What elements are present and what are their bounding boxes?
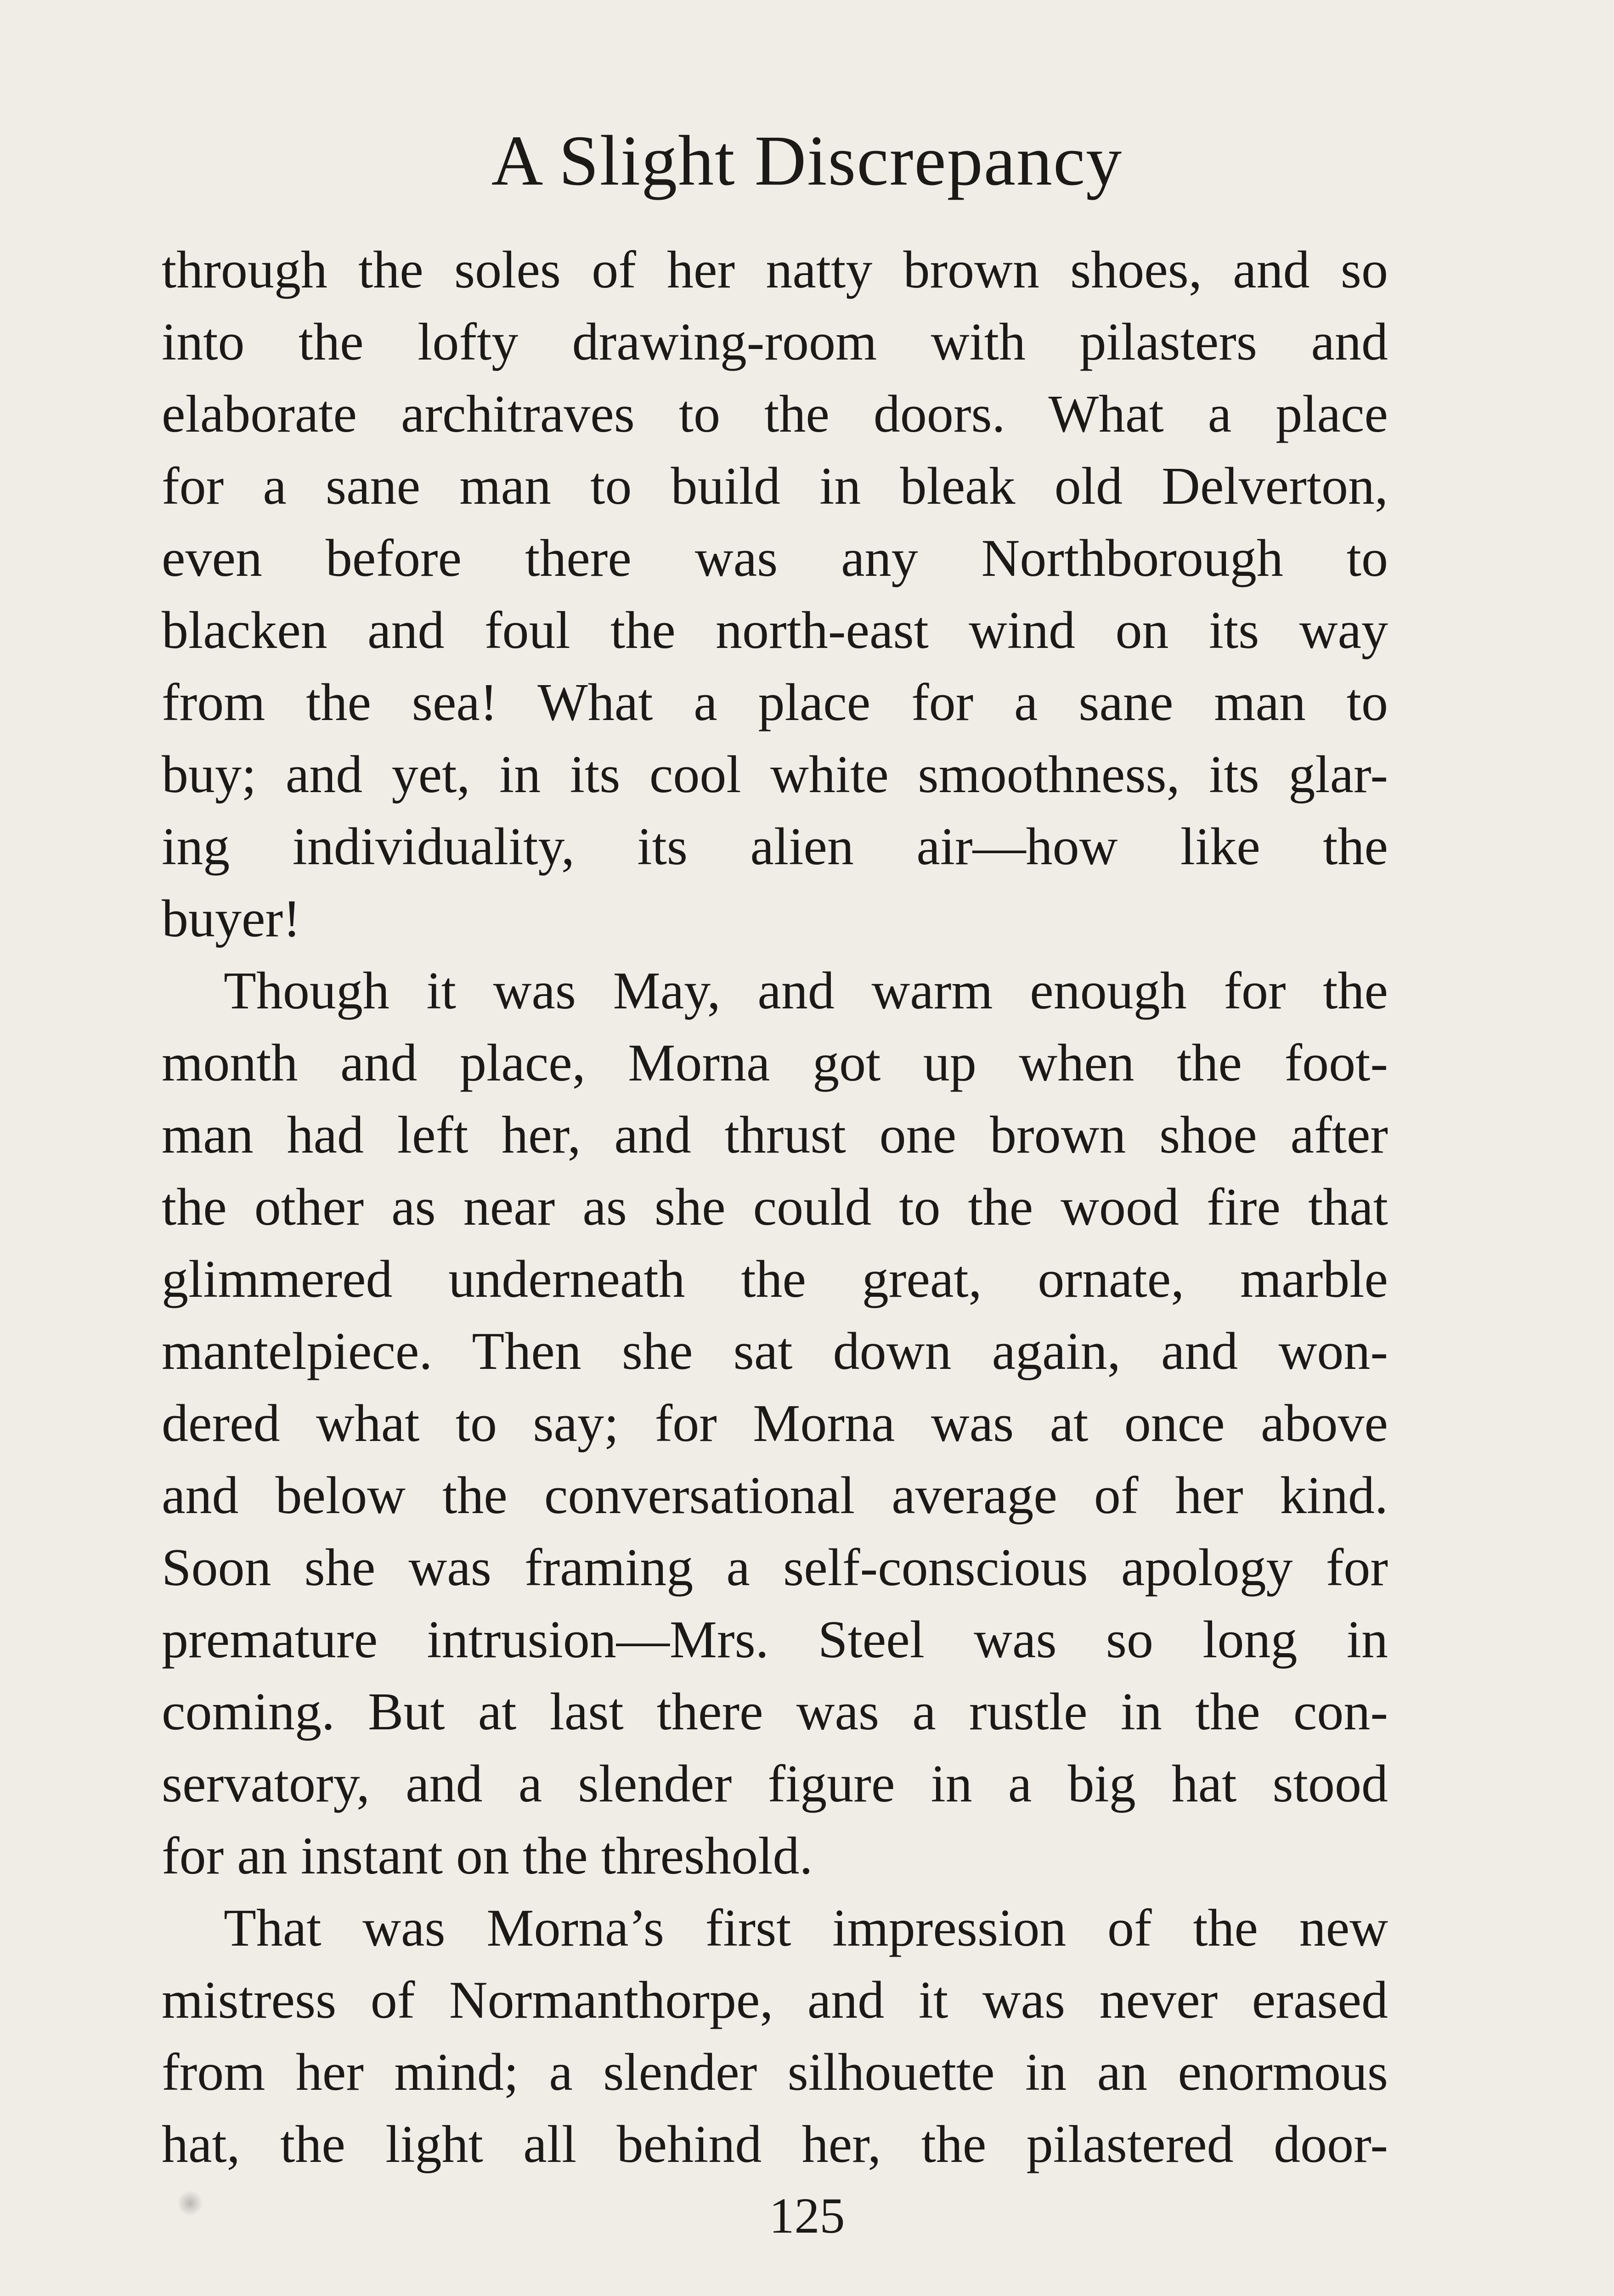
text-line: through the soles of her natty brown shoes, and so [162,241,1388,299]
text-line: elaborate architraves to the doors. What a place [162,385,1388,444]
text-line: for a sane man to build in bleak old Delverton, [162,457,1388,516]
text-line: Soon she was framing a self-conscious apology for [162,1538,1388,1597]
text-line: servatory, and a slender figure in a big hat stood [162,1755,1388,1813]
text-line: man had left her, and thrust one brown shoe after [162,1106,1388,1165]
text-line: premature intrusion—Mrs. Steel was so long in [162,1610,1388,1669]
text-line: and below the conversational average of her kind. [162,1466,1388,1525]
text-line: blacken and foul the north-east wind on its way [162,601,1388,660]
text-line: the other as near as she could to the wood fire that [162,1178,1388,1237]
text-line: buy; and yet, in its cool white smoothness, its glar- [162,745,1388,804]
body-text [162,234,1388,2181]
text-line: coming. But at last there was a rustle in the con- [162,1683,1388,1741]
text-line: from the sea! What a place for a sane man to [162,673,1388,732]
text-line: for an instant on the threshold. [162,1827,813,1885]
text-line: hat, the light all behind her, the pilastered door- [162,2115,1388,2174]
text-line: from her mind; a slender silhouette in an enormous [162,2043,1388,2102]
text-line: That was Morna’s first impression of the new [224,1899,1388,1958]
text-line: month and place, Morna got up when the foot- [162,1034,1388,1092]
text-line: into the lofty drawing-room with pilasters and [162,313,1388,371]
text-line: mantelpiece. Then she sat down again, and won- [162,1322,1388,1381]
text-line: ing individuality, its alien air—how like the [162,817,1388,876]
running-head: A Slight Discrepancy [491,121,1123,200]
text-line: glimmered underneath the great, ornate, marble [162,1250,1388,1309]
text-line: buyer! [162,889,301,948]
text-line: mistress of Normanthorpe, and it was never erased [162,1971,1388,2030]
page-number: 125 [769,2188,845,2244]
text-line: Though it was May, and warm enough for the [224,962,1388,1020]
text-line: even before there was any Northborough to [162,529,1388,588]
text-line: dered what to say; for Morna was at once above [162,1394,1388,1453]
